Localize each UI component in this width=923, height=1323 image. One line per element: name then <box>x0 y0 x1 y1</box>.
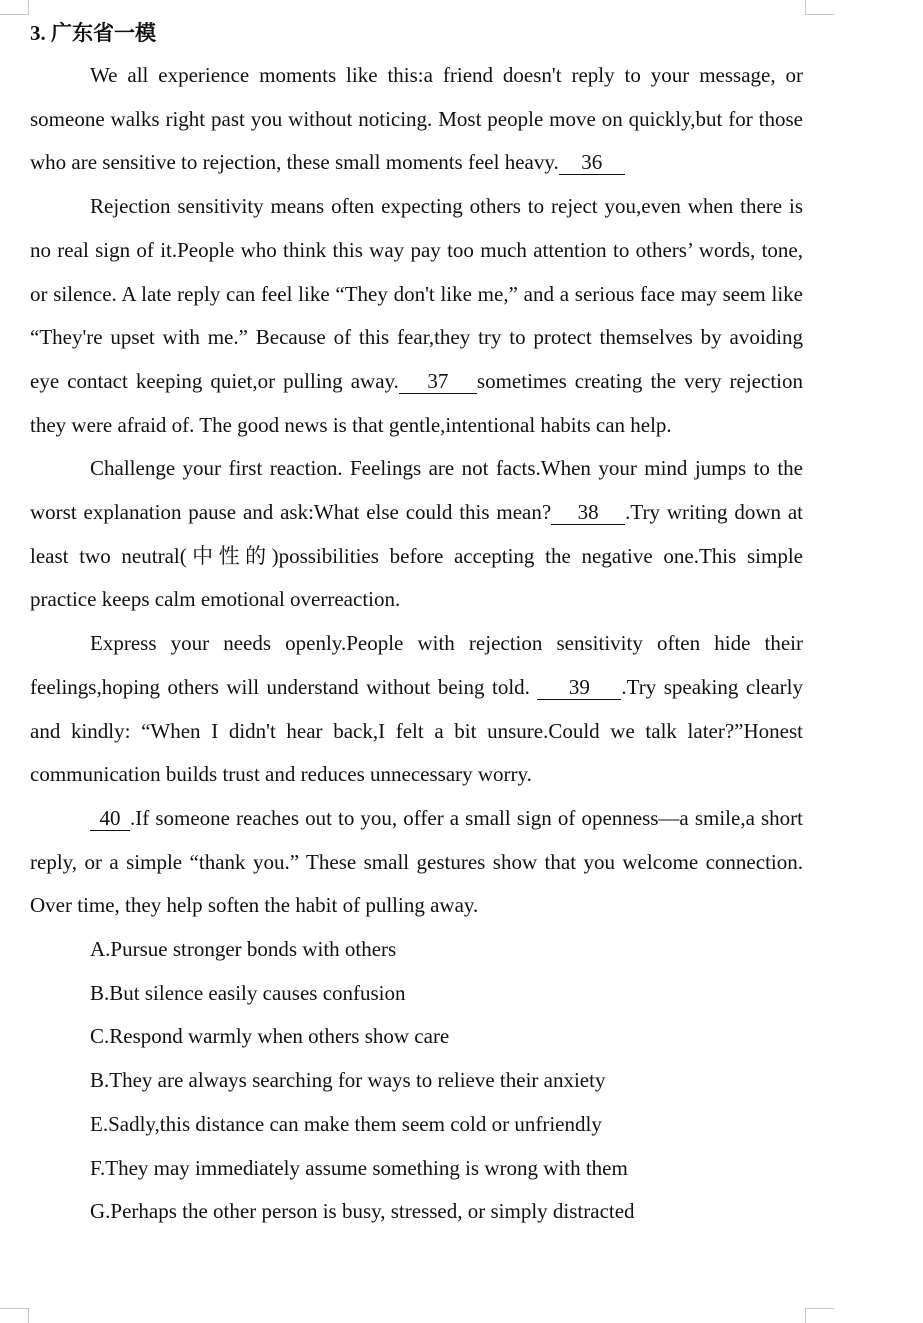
crop-mark-bottom-right <box>805 1308 834 1323</box>
blank-39: 39 <box>537 675 621 700</box>
paragraph-text: .Try speaking clearly and kindly: “When I didn't hear back,I felt a bit unsure.Could we talk later?”Honest communication builds trust and reduces unnecessary worry. <box>30 674 804 787</box>
blank-36: 36 <box>559 150 625 175</box>
option-item: G.Perhaps the other person is busy, stressed, or simply distracted <box>90 1199 635 1224</box>
option-list <box>30 928 803 1234</box>
paragraph-5 <box>30 797 803 928</box>
paragraph-text: .If someone reaches out to you, offer a small sign of openness—a smile,a short reply, or a simple “thank you.” These small gestures show that you welcome connection. Over time, they help soften the habit of pulling away. <box>30 805 803 918</box>
paragraph-text: We all experience moments like this:a friend doesn't reply to your message, or someone walks right past you without noticing. Most people move on quickly,but for those who are sensitive to rejection, these small moments feel heavy. <box>30 63 803 175</box>
blank-37: 37 <box>399 369 477 394</box>
option-item: F.They may immediately assume something is wrong with them <box>90 1155 628 1180</box>
crop-mark-bottom-left <box>0 1308 29 1323</box>
question-title: 3. 广东省一模 <box>30 21 156 45</box>
option-item: E.Sadly,this distance can make them seem cold or unfriendly <box>90 1111 602 1136</box>
option-item: B.But silence easily causes confusion <box>90 980 406 1005</box>
paragraph-4 <box>30 622 803 797</box>
paragraph-text: .Try writing down at least two neutral(中性的)possibilities before accepting the negative one.This simple practice keeps calm emotional overreaction. <box>30 500 803 612</box>
paragraph-2 <box>30 185 803 447</box>
blank-38: 38 <box>551 500 625 525</box>
paragraph-text: Rejection sensitivity means often expecting others to reject you,even when there is no real sign of it.People who think this way pay too much attention to others’ words, tone, or silence. A late reply can feel like “They don't like me,” and a serious face may seem like “They're upset with me.” Because of this fear,they try to protect themselves by avoiding eye contact keeping quiet,or pulling away. <box>30 194 803 393</box>
option-item: B.They are always searching for ways to relieve their anxiety <box>90 1068 606 1093</box>
option-item: C.Respond warmly when others show care <box>90 1024 450 1049</box>
blank-40: 40 <box>90 806 130 831</box>
paragraph-1 <box>30 54 803 185</box>
crop-mark-top-left <box>0 0 29 15</box>
option-item: A.Pursue stronger bonds with others <box>90 937 397 962</box>
paragraph-text: Challenge your first reaction. Feelings are not facts.When your mind jumps to the worst explanation pause and ask:What else could this mean? <box>30 456 803 525</box>
paragraph-text: Express your needs openly.People with rejection sensitivity often hide their feelings,hoping others will understand without being told. <box>30 631 803 699</box>
paragraph-3 <box>30 447 803 622</box>
paragraph-text: sometimes creating the very rejection they were afraid of. The good news is that gentle,intentional habits can help. <box>30 368 803 437</box>
document-page <box>30 12 803 1234</box>
crop-mark-top-right <box>805 0 834 15</box>
